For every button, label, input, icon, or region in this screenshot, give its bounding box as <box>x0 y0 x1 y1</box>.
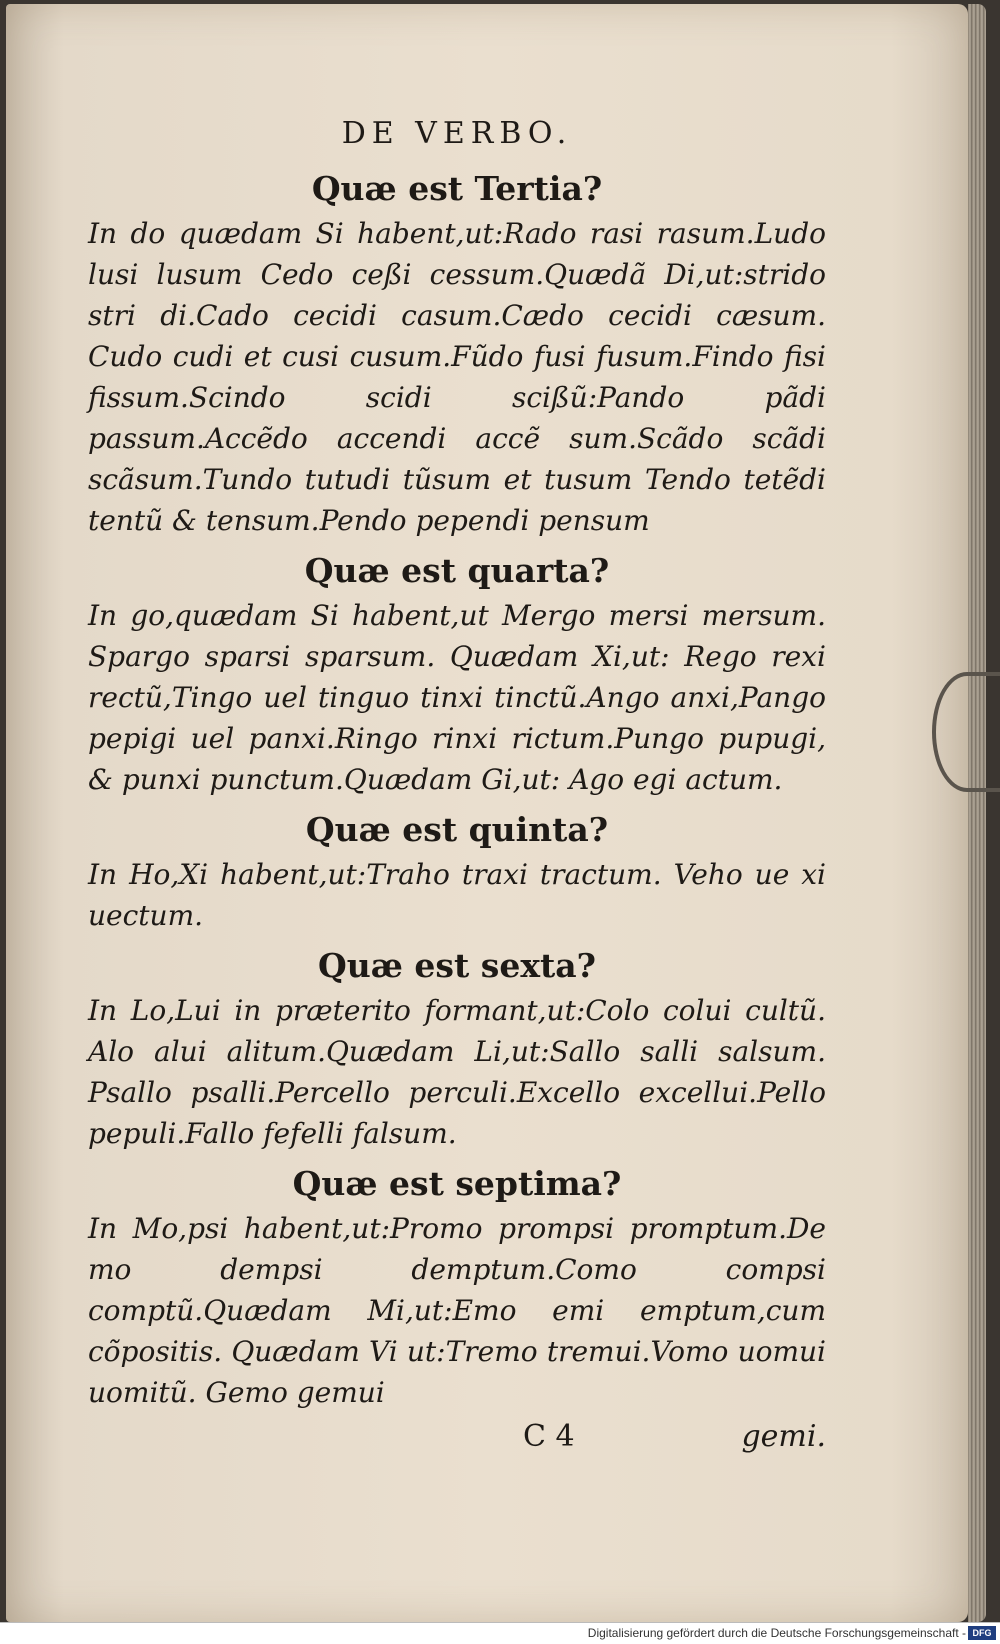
section-text: In Mo,psi habent,ut:Promo prompsi promptum.De mo dempsi demptum.Como compsi comptũ.Quædam Mi,ut:Emo emi emptum,cum cõpositis. Quædam Vi ut:Tremo tremui.Vomo uomui uomitũ. Gemo gemui <box>88 1212 826 1409</box>
page-content <box>88 104 826 1465</box>
book-clasp <box>932 672 1000 792</box>
funding-credit: Digitalisierung gefördert durch die Deutsche Forschungsgemeinschaft - <box>587 1626 966 1640</box>
digitization-bar <box>0 1622 1000 1644</box>
section-tertia <box>88 165 826 541</box>
section-text: In Ho,Xi habent,ut:Traho traxi tractum. Veho ue xi uectum. <box>88 858 826 932</box>
page-footer <box>88 1419 826 1465</box>
section-title: Quæ est quinta? <box>305 810 609 849</box>
section-septima <box>88 1160 826 1413</box>
section-title: Quæ est septima? <box>292 1164 622 1203</box>
section-text: In Lo,Lui in præterito formant,ut:Colo colui cultũ. Alo alui alitum.Quædam Li,ut:Sallo salli salsum. Psallo psalli.Percello perculi.Excello excellui.Pello pepuli.Fallo fefelli falsum. <box>88 994 826 1150</box>
section-sexta <box>88 942 826 1154</box>
signature-mark: C 4 <box>523 1419 575 1454</box>
section-quinta <box>88 806 826 936</box>
book-page <box>6 4 968 1622</box>
running-head: DE VERBO. <box>341 116 573 151</box>
page-edge <box>968 4 986 1622</box>
section-title: Quæ est quarta? <box>304 551 610 590</box>
section-quarta <box>88 547 826 800</box>
section-text: In go,quædam Si habent,ut Mergo mersi mersum. Spargo sparsi sparsum. Quædam Xi,ut: Rego rexi rectũ,Tingo uel tinguo tinxi tinctũ.Ango anxi,Pango pepigi uel panxi.Ringo rinxi rictum.Pungo pupugi, & punxi punctum.Quædam Gi,ut: Ago egi actum. <box>88 599 826 796</box>
catchword: gemi. <box>741 1419 826 1454</box>
dfg-logo: DFG <box>968 1626 996 1640</box>
section-title: Quæ est sexta? <box>318 946 596 985</box>
section-text: In do quædam Si habent,ut:Rado rasi rasum.Ludo lusi lusum Cedo ceßi cessum.Quædã Di,ut:strido stri di.Cado cecidi casum.Cædo cecidi cæsum. Cudo cudi et cusi cusum.Fũdo fusi fusum.Findo fisi fissum.Scindo scidi scißũ:Pando pãdi passum.Accẽdo accendi accẽ sum.Scãdo scãdi scãsum.Tundo tutudi tũsum et tusum Tendo tetẽdi tentũ & tensum.Pendo pependi pensum <box>88 217 826 537</box>
section-title: Quæ est Tertia? <box>311 169 603 208</box>
